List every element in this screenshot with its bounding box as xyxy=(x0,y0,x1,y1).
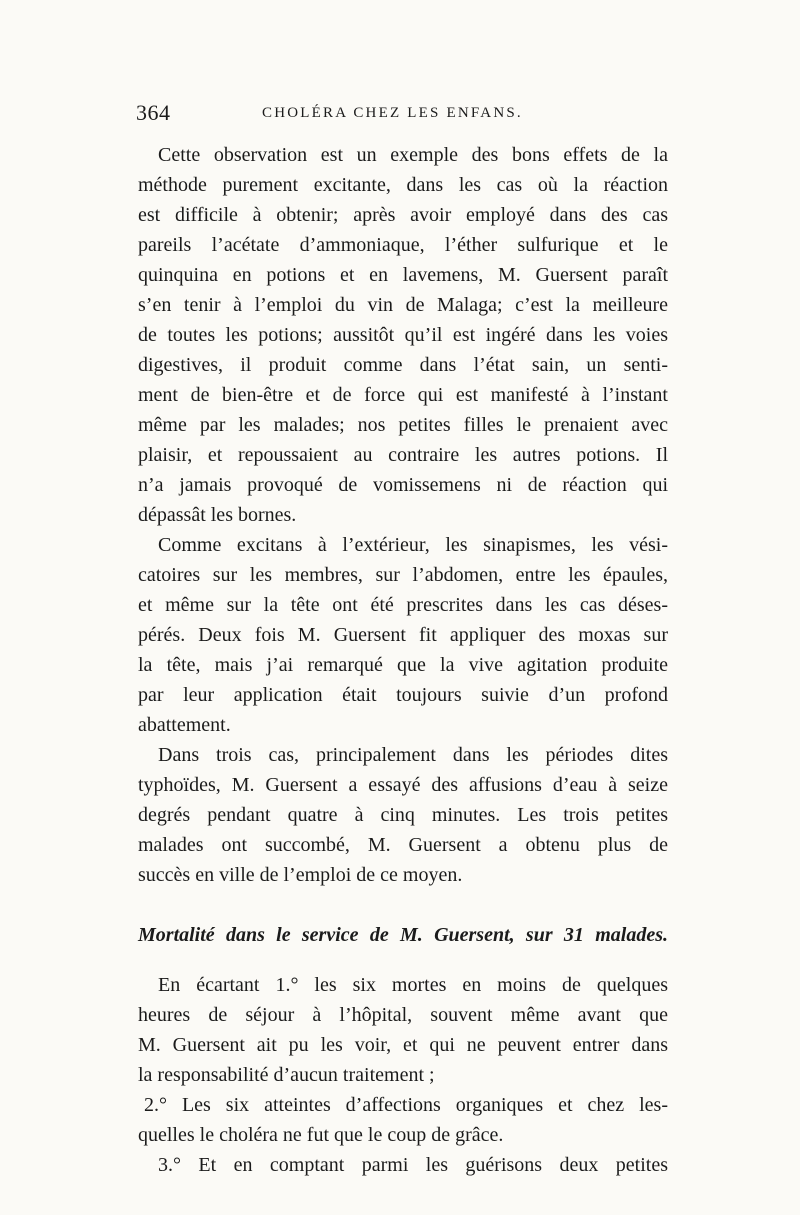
text-line: typhoïdes, M. Guersent a essayé des affusions d’eau à seize xyxy=(138,774,668,796)
text-line: quelles le choléra ne fut que le coup de grâce. xyxy=(138,1124,504,1146)
text-line: succès en ville de l’emploi de ce moyen. xyxy=(138,864,463,886)
text-line: ment de bien-être et de force qui est manifesté à l’instant xyxy=(138,384,668,406)
text-line: malades ont succombé, M. Guersent a obtenu plus de xyxy=(138,834,668,856)
text-line: Comme excitans à l’extérieur, les sinapismes, les vési- xyxy=(158,534,668,556)
text-line: même par les malades; nos petites filles le prenaient avec xyxy=(138,414,668,436)
text-line: la tête, mais j’ai remarqué que la vive agitation produite xyxy=(138,654,668,676)
text-line: Dans trois cas, principalement dans les périodes dites xyxy=(158,744,668,766)
text-line: pareils l’acétate d’ammoniaque, l’éther sulfurique et le xyxy=(138,234,668,256)
section-heading: Mortalité dans le service de M. Guersent, sur 31 malades. xyxy=(138,924,668,946)
text-line: 3.° Et en comptant parmi les guérisons deux petites xyxy=(158,1154,668,1176)
text-line: quinquina en potions et en lavemens, M. Guersent paraît xyxy=(138,264,668,286)
text-line: M. Guersent ait pu les voir, et qui ne peuvent entrer dans xyxy=(138,1034,668,1056)
text-line: 2.° Les six atteintes d’affections organiques et chez les- xyxy=(144,1094,668,1116)
text-line: En écartant 1.° les six mortes en moins de quelques xyxy=(158,974,668,996)
text-line: est difficile à obtenir; après avoir employé dans des cas xyxy=(138,204,668,226)
page-number: 364 xyxy=(136,100,171,125)
text-line: dépassât les bornes. xyxy=(138,504,297,526)
text-line: Cette observation est un exemple des bons effets de la xyxy=(158,144,668,166)
text-line: de toutes les potions; aussitôt qu’il est ingéré dans les voies xyxy=(138,324,668,346)
text-line: pérés. Deux fois M. Guersent fit appliquer des moxas sur xyxy=(138,624,668,646)
text-line: s’en tenir à l’emploi du vin de Malaga; c’est la meilleure xyxy=(138,294,668,316)
text-line: plaisir, et repoussaient au contraire les autres potions. Il xyxy=(138,444,668,466)
text-line: par leur application était toujours suivie d’un profond xyxy=(138,684,668,706)
text-line: méthode purement excitante, dans les cas où la réaction xyxy=(138,174,668,196)
text-line: digestives, il produit comme dans l’état sain, un senti- xyxy=(138,354,668,376)
page-header xyxy=(136,100,670,130)
text-line: et même sur la tête ont été prescrites dans les cas déses- xyxy=(138,594,668,616)
text-line: degrés pendant quatre à cinq minutes. Les trois petites xyxy=(138,804,668,826)
running-title: CHOLÉRA CHEZ LES ENFANS. xyxy=(262,105,523,121)
text-line: abattement. xyxy=(138,714,231,736)
text-line: la responsabilité d’aucun traitement ; xyxy=(138,1064,435,1086)
text-line: heures de séjour à l’hôpital, souvent même avant que xyxy=(138,1004,668,1026)
text-line: catoires sur les membres, sur l’abdomen, entre les épaules, xyxy=(138,564,668,586)
text-line: n’a jamais provoqué de vomissemens ni de réaction qui xyxy=(138,474,668,496)
